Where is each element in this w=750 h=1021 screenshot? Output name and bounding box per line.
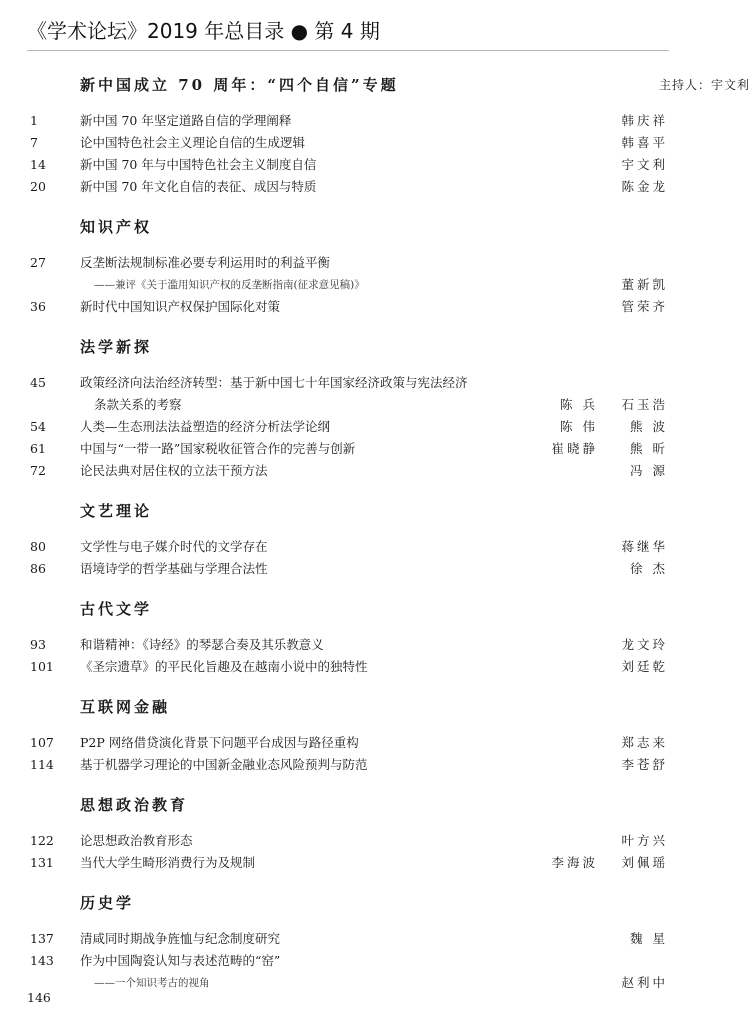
toc-entry [0, 416, 700, 438]
entry-page-number: 45 [30, 375, 46, 390]
entry-author: 熊 昕 [630, 441, 668, 456]
entry-title: 条款关系的考察 [94, 397, 182, 412]
toc-entry [0, 656, 700, 678]
toc-entry [0, 438, 700, 460]
toc-entry [0, 132, 700, 154]
entry-title: 清咸同时期战争旌恤与纪念制度研究 [80, 931, 281, 946]
toc-entry [0, 634, 700, 656]
toc-entry [0, 110, 700, 132]
entry-author: 赵利中 [621, 975, 668, 990]
entry-author: 徐 杰 [630, 561, 668, 576]
entry-page-number: 61 [30, 441, 46, 456]
entry-author: 宇文利 [621, 157, 668, 172]
toc-entry [0, 154, 700, 176]
section-moderator: 主持人：宇文利 [658, 78, 750, 92]
entry-title: 语境诗学的哲学基础与学理合法性 [80, 561, 268, 576]
toc-entry-subtitle [0, 274, 700, 296]
entry-page-number: 14 [30, 157, 46, 172]
entry-page-number: 131 [30, 855, 54, 870]
toc-section [0, 72, 750, 214]
entry-author: 蒋继华 [621, 539, 668, 554]
entry-title: 和谐精神：《诗经》的琴瑟合奏及其乐教意义 [80, 637, 324, 652]
entry-title: 论思想政治教育形态 [80, 833, 193, 848]
entry-coauthor: 李海波 [551, 855, 598, 870]
entry-title: 反垄断法规制标准必要专利运用时的利益平衡 [80, 255, 331, 270]
entry-title: 当代大学生畸形消费行为及规制 [80, 855, 256, 870]
entry-page-number: 143 [30, 953, 54, 968]
entry-title: 作为中国陶瓷认知与表述范畴的“窑” [80, 953, 281, 968]
toc-entry [0, 372, 700, 394]
entry-title: ——一个知识考古的视角 [94, 977, 210, 989]
entry-page-number: 54 [30, 419, 46, 434]
entry-page-number: 1 [30, 113, 38, 128]
entry-title: 新中国 70 年与中国特色社会主义制度自信 [80, 157, 317, 172]
toc-entry [0, 394, 700, 416]
toc-entry [0, 558, 700, 580]
entry-page-number: 27 [30, 255, 46, 270]
toc-section [0, 334, 700, 498]
entry-page-number: 20 [30, 179, 46, 194]
entry-title: 政策经济向法治经济转型：基于新中国七十年国家经济政策与宪法经济 [80, 375, 468, 390]
entry-author: 董新凯 [621, 277, 668, 292]
entry-author: 刘佩瑶 [621, 855, 668, 870]
table-of-contents [0, 72, 750, 994]
toc-section [0, 596, 700, 694]
entry-title: ——兼评《关于滥用知识产权的反垄断指南(征求意见稿)》 [94, 279, 365, 291]
toc-entry [0, 830, 700, 852]
section-title-text: 法学新探 [80, 338, 153, 356]
entry-author: 管荣齐 [621, 299, 668, 314]
toc-entry [0, 460, 700, 482]
toc-entry [0, 296, 700, 318]
entry-title: 论民法典对居住权的立法干预方法 [80, 463, 268, 478]
entry-page-number: 80 [30, 539, 46, 554]
entry-title: 文学性与电子媒介时代的文学存在 [80, 539, 268, 554]
toc-entry [0, 928, 700, 950]
entry-coauthor: 陈 伟 [560, 419, 598, 434]
entry-page-number: 36 [30, 299, 46, 314]
entry-author: 韩庆祥 [621, 113, 668, 128]
section-title-text: 历史学 [80, 894, 135, 912]
entry-title: 新中国 70 年文化自信的表征、成因与特质 [80, 179, 317, 194]
entry-author: 石玉浩 [621, 397, 668, 412]
entry-page-number: 122 [30, 833, 54, 848]
entry-page-number: 107 [30, 735, 54, 750]
toc-entry [0, 252, 700, 274]
entry-title: 基于机器学习理论的中国新金融业态风险预判与防范 [80, 757, 368, 772]
toc-section [0, 792, 700, 890]
toc-section [0, 214, 700, 334]
toc-entry [0, 176, 700, 198]
section-title [80, 890, 700, 916]
section-title-text: 古代文学 [80, 600, 153, 618]
section-title [80, 498, 700, 524]
entry-title: P2P 网络借贷演化背景下问题平台成因与路径重构 [80, 735, 359, 750]
entry-author: 魏 星 [630, 931, 668, 946]
section-title-text: 知识产权 [80, 218, 153, 236]
toc-entry-subtitle [0, 972, 700, 994]
entry-author: 冯 源 [630, 463, 668, 478]
section-title [80, 334, 700, 360]
entry-author: 叶方兴 [621, 833, 668, 848]
entry-page-number: 7 [30, 135, 38, 150]
toc-entry [0, 732, 700, 754]
section-title [80, 694, 700, 720]
entry-title: 论中国特色社会主义理论自信的生成逻辑 [80, 135, 306, 150]
entry-author: 韩喜平 [621, 135, 668, 150]
entry-coauthor: 陈 兵 [560, 397, 598, 412]
entry-page-number: 86 [30, 561, 46, 576]
toc-entry [0, 950, 700, 972]
section-title [80, 214, 700, 240]
toc-entry [0, 754, 700, 776]
section-title-text: 新中国成立 70 周年：“四个自信”专题 [80, 76, 399, 94]
toc-entry [0, 536, 700, 558]
entry-title: 人类—生态刑法法益塑造的经济分析法学论纲 [80, 419, 331, 434]
section-title [80, 792, 700, 818]
toc-section [0, 694, 700, 792]
entry-title: 《圣宗遗草》的平民化旨趣及在越南小说中的独特性 [80, 659, 368, 674]
entry-coauthor: 崔晓静 [551, 441, 598, 456]
entry-title: 新中国 70 年坚定道路自信的学理阐释 [80, 113, 292, 128]
entry-author: 龙文玲 [621, 637, 668, 652]
entry-author: 刘廷乾 [621, 659, 668, 674]
page-number: 146 [27, 990, 51, 1005]
section-title [80, 72, 750, 98]
toc-entry [0, 852, 700, 874]
entry-title: 中国与“一带一路”国家税收征管合作的完善与创新 [80, 441, 356, 456]
entry-author: 熊 波 [630, 419, 668, 434]
section-title [80, 596, 700, 622]
entry-page-number: 114 [30, 757, 54, 772]
header-title: 《学术论坛》2019 年总目录 ● 第 4 期 [27, 19, 380, 43]
entry-page-number: 93 [30, 637, 46, 652]
section-title-text: 思想政治教育 [80, 796, 189, 814]
entry-author: 李苍舒 [621, 757, 668, 772]
entry-page-number: 137 [30, 931, 54, 946]
entry-page-number: 72 [30, 463, 46, 478]
entry-title: 新时代中国知识产权保护国际化对策 [80, 299, 281, 314]
entry-author: 陈金龙 [621, 179, 668, 194]
entry-page-number: 101 [30, 659, 54, 674]
toc-section [0, 890, 700, 994]
section-title-text: 文艺理论 [80, 502, 153, 520]
entry-author: 郑志来 [621, 735, 668, 750]
section-title-text: 互联网金融 [80, 698, 171, 716]
page-header [27, 14, 669, 51]
toc-section [0, 498, 700, 596]
